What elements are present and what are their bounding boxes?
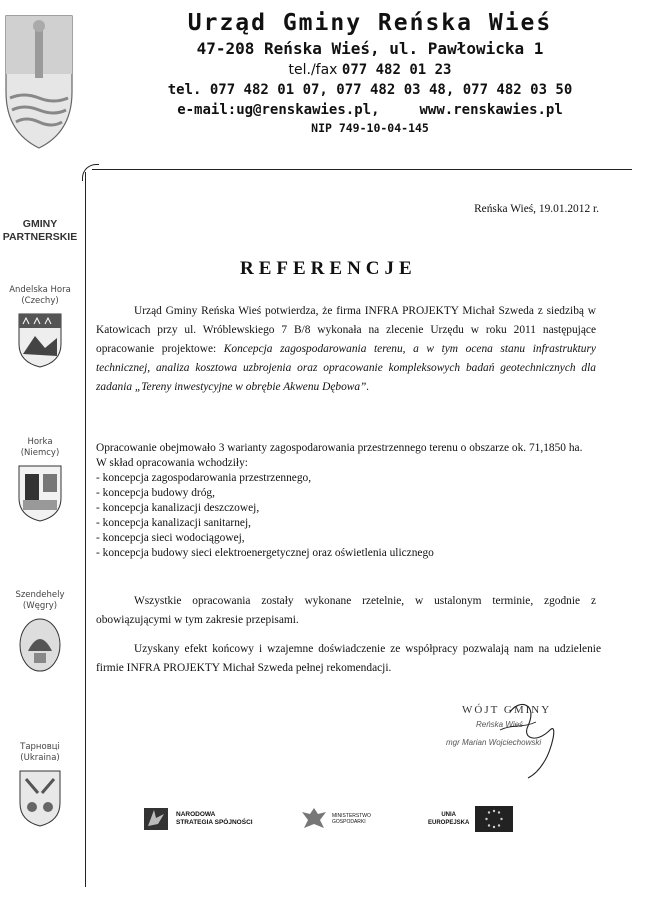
letter-title: REFERENCJE <box>240 258 417 279</box>
list-item: - koncepcja budowy dróg, <box>96 487 215 499</box>
eagle-icon <box>300 806 328 832</box>
paragraph-recommendation: Uzyskany efekt końcowy i wzajemne doświadczenie ze współpracy pozwalają nam na udzielenie firmie INFRA PROJEKTY Michał Szweda pełnej rekomendacji. <box>96 643 601 674</box>
stamp-name: mgr Marian Wojciechowski <box>446 738 542 747</box>
municipality-crest <box>4 14 74 150</box>
tax-id: NIP 749-10-04-145 <box>311 121 429 135</box>
scope-section <box>96 441 606 561</box>
partner-tarnivtsi: Тарновці (Ukraina) <box>0 742 80 827</box>
paragraph-quality: Wszystkie opracowania zostały wykonane rzetelnie, w ustalonym terminie, zgodnie z obowiązującymi w tym zakresie przepisami. <box>96 595 596 626</box>
phone-numbers: tel. 077 482 01 07, 077 482 03 48, 077 482 03 50 <box>167 82 573 98</box>
website-link: www.renskawies.pl <box>419 102 563 118</box>
paragraph-variants: Opracowanie obejmowało 3 warianty zagospodarowania przestrzennego terenu o obszarze ok. 71,1850 ha. <box>96 442 583 454</box>
email-address: e-mail:ug@renskawies.pl, <box>177 102 380 118</box>
letterhead <box>0 0 651 165</box>
header-divider <box>92 169 632 170</box>
logo-ministry: MINISTERSTWO GOSPODARKI <box>300 806 371 832</box>
telfax-line: tel./fax 077 482 01 23 <box>288 62 452 78</box>
eu-flag-icon <box>475 806 513 832</box>
list-item: - koncepcja kanalizacji deszczowej, <box>96 502 260 514</box>
andelska-hora-crest <box>17 312 63 368</box>
logo-nss: NARODOWA STRATEGIA SPÓJNOŚCI <box>140 804 253 834</box>
partner-horka: Horka (Niemcy) <box>0 437 80 522</box>
stamp-municipality: Reńska Wieś <box>476 720 524 729</box>
logo-eu: UNIA EUROPEJSKA <box>428 806 513 832</box>
letter-date: Reńska Wieś, 19.01.2012 r. <box>474 203 599 215</box>
list-item: - koncepcja zagospodarowania przestrzennego, <box>96 472 312 484</box>
stamp-title: WÓJT GMINY <box>462 704 552 716</box>
horka-crest <box>17 464 63 522</box>
list-item: - koncepcja sieci wodociągowej, <box>96 532 245 544</box>
footer-logos <box>140 800 540 850</box>
tarnivtsi-crest <box>18 769 62 827</box>
partner-szendehely: Szendehely (Węgry) <box>0 590 80 673</box>
scope-list <box>96 471 606 561</box>
star-flag-icon <box>140 804 170 834</box>
office-address: 47-208 Reńska Wieś, ul. Pawłowicka 1 <box>196 39 544 58</box>
szendehely-crest <box>18 617 62 673</box>
list-item: - koncepcja kanalizacji sanitarnej, <box>96 517 251 529</box>
handwritten-signature <box>440 700 590 780</box>
list-item: - koncepcja budowy sieci elektroenergetycznej oraz oświetlenia ulicznego <box>96 547 434 559</box>
sidebar-heading: GMINY PARTNERSKIE <box>2 218 78 243</box>
partner-andelska-hora: Andelska Hora (Czechy) <box>0 285 80 368</box>
office-name: Urząd Gminy Reńska Wieś <box>187 10 553 36</box>
sidebar-divider <box>85 172 86 887</box>
paragraph-intro: Urząd Gminy Reńska Wieś potwierdza, że firma INFRA PROJEKTY Michał Szweda z siedzibą w Katowicach przy ul. Wróblewskiego 7 B/8 wykonała na zlecenie Urzędu w roku 2011 następujące opracowanie projektowe: Koncepcja zagospodarowania terenu, a w tym ocena stanu infrastruktury technicznej, analiza kosztowa uzbrojenia oraz opracowanie kompleksowych badań geotechnicznych dla zadania „Tereny inwestycyjne w obrębie Akwenu Dębowa”. <box>96 305 596 393</box>
contact-line <box>110 100 630 120</box>
signature-stamp <box>440 700 590 780</box>
list-intro: W skład opracowania wchodziły: <box>96 457 248 469</box>
